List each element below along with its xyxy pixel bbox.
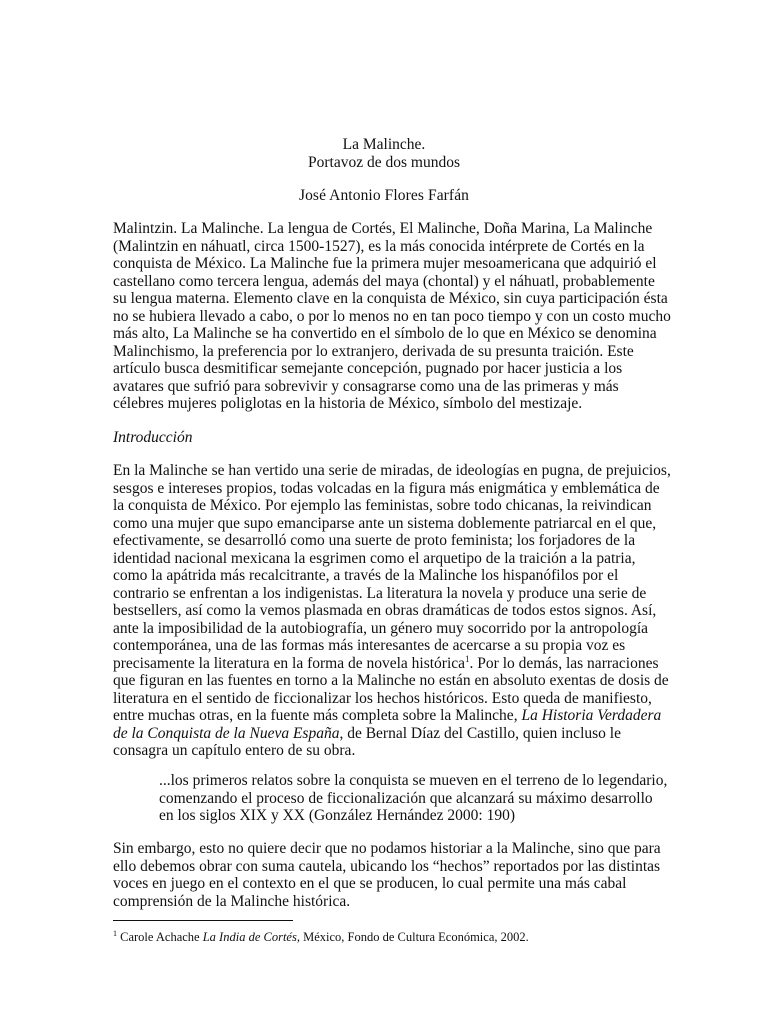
text-line: célebres mujeres poliglotas en la historia de México, símbolo del mestizaje. [113,395,583,412]
block-quote [159,772,679,825]
text-line: Malinchismo, la preferencia por lo extranjero, derivada de su presunta traición. Este [113,342,634,360]
text-line: como la apátrida más recalcitrante, a través de la Malinche los hispanófilos por el [113,567,619,584]
text-segment: precisamente la literatura en la forma de novela histórica [113,654,466,672]
document-title [0,136,768,171]
book-title-italic: de la Conquista de la Nueva España [113,724,340,742]
text-line [113,725,669,743]
text-line [113,707,669,725]
text-line: como una mujer que supo emanciparse ante un sistema doblemente patriarcal en el que, [113,514,657,532]
footnote [113,930,529,945]
footnote-author: Carole Achache [117,930,203,944]
text-line: literatura en el sentido de ficcionalizar los hechos históricos. Esto queda de manifiesto, [113,689,652,707]
text-line: la conquista de México. Por ejemplo las feministas, sobre todo chicanas, la reivindican [113,497,652,514]
text-line: Malintzin. La Malinche. La lengua de Cortés, El Malinche, Doña Marina, La Malinche [113,220,653,237]
text-line: En la Malinche se han vertido una serie de miradas, de ideologías en pugna, de prejuicios, [113,462,671,479]
title-line: La Malinche. [342,136,426,153]
text-line: más alto, La Malinche se ha convertido en el símbolo de lo que en México se denomina [113,325,657,342]
text-line [113,655,669,673]
subtitle-line: Portavoz de dos mundos [308,153,460,171]
footnote-number: 1 [113,928,117,938]
footnote-reference[interactable]: 1 [465,653,470,664]
text-line: (Malintzin en náhuatl, circa 1500-1527), es la más conocida intérprete de Cortés en la [113,237,645,255]
text-line: bestsellers, así como la vemos plasmada en obras dramáticas de todos estos signos. Así, [113,602,657,619]
text-line: castellano como tercera lengua, además del maya (chontal) y el náhuatl, probablemente [113,272,655,290]
quote-line: ...los primeros relatos sobre la conquista se mueven en el terreno de lo legendario, [159,772,668,789]
text-line: su lengua materna. Elemento clave en la conquista de México, sin cuya participación ésta [113,290,668,307]
text-line: efectivamente, se desarrolló como una suerte de proto feminista; los forjadores de la [113,532,636,549]
text-line: comprensión de la Malinche histórica. [113,892,351,910]
text-line: identidad nacional mexicana la esgrimen como el arquetipo de la traición a la patria, [113,549,636,567]
quote-line: en los siglos XIX y XX (González Hernández 2000: 190) [159,807,515,824]
book-title-italic: La Historia Verdadera [521,707,662,724]
footnote-divider [113,920,293,921]
abstract-paragraph [113,220,669,413]
text-segment: . Por lo demás, las narraciones [469,654,659,672]
text-segment: entre muchas otras, en la fuente más completa sobre la Malinche, [113,707,522,724]
footnote-citation: México, Fondo de Cultura Económica, 2002. [299,930,529,944]
introduction-paragraph [113,462,669,760]
author-name: José Antonio Flores Farfán [298,187,470,204]
text-line: sesgos e intereses propios, todas volcadas en la figura más enigmática y emblemática de [113,479,660,497]
text-line: consagra un capítulo entero de su obra. [113,742,356,759]
quote-line: comenzando el proceso de ficcionalización que alcanzará su máximo desarrollo [159,789,653,807]
text-line: que figuran en las fuentes en torno a la Malinche no están en absoluto exentas de dosis de [113,672,669,689]
closing-paragraph [113,840,669,910]
text-line: Sin embargo, esto no quiere decir que no podamos historiar a la Malinche, sino que para [113,840,661,857]
text-line: voces en juego en el contexto en el que se producen, lo cual permite una más cabal [113,875,627,892]
footnote-title-italic: La India de Cortés, [202,930,300,944]
text-line: artículo busca desmitificar semejante concepción, pugnado por hacer justicia a los [113,360,623,377]
text-line: contrario se enfrentan a los indigenistas. La literatura la novela y produce una serie de [113,584,647,602]
text-line: ello debemos obrar con suma cautela, ubicando los “hechos” reportados por las distintas [113,857,661,875]
text-line: ante la imposibilidad de la autobiografía, un género muy socorrido por la antropología [113,619,649,637]
text-line: contemporánea, una de las formas más interesantes de acercarse a su propia voz es [113,637,626,654]
text-line: no se hubiera llevado a cabo, o por lo menos no en tan poco tiempo y con un costo mucho [113,307,671,325]
text-line: conquista de México. La Malinche fue la primera mujer mesoamericana que adquirió el [113,255,657,272]
text-line: avatares que sufrió para sobrevivir y consagrarse como una de las primeras y más [113,377,619,395]
section-heading: Introducción [113,429,193,446]
text-segment: , de Bernal Díaz del Castillo, quien incluso le [339,724,621,742]
